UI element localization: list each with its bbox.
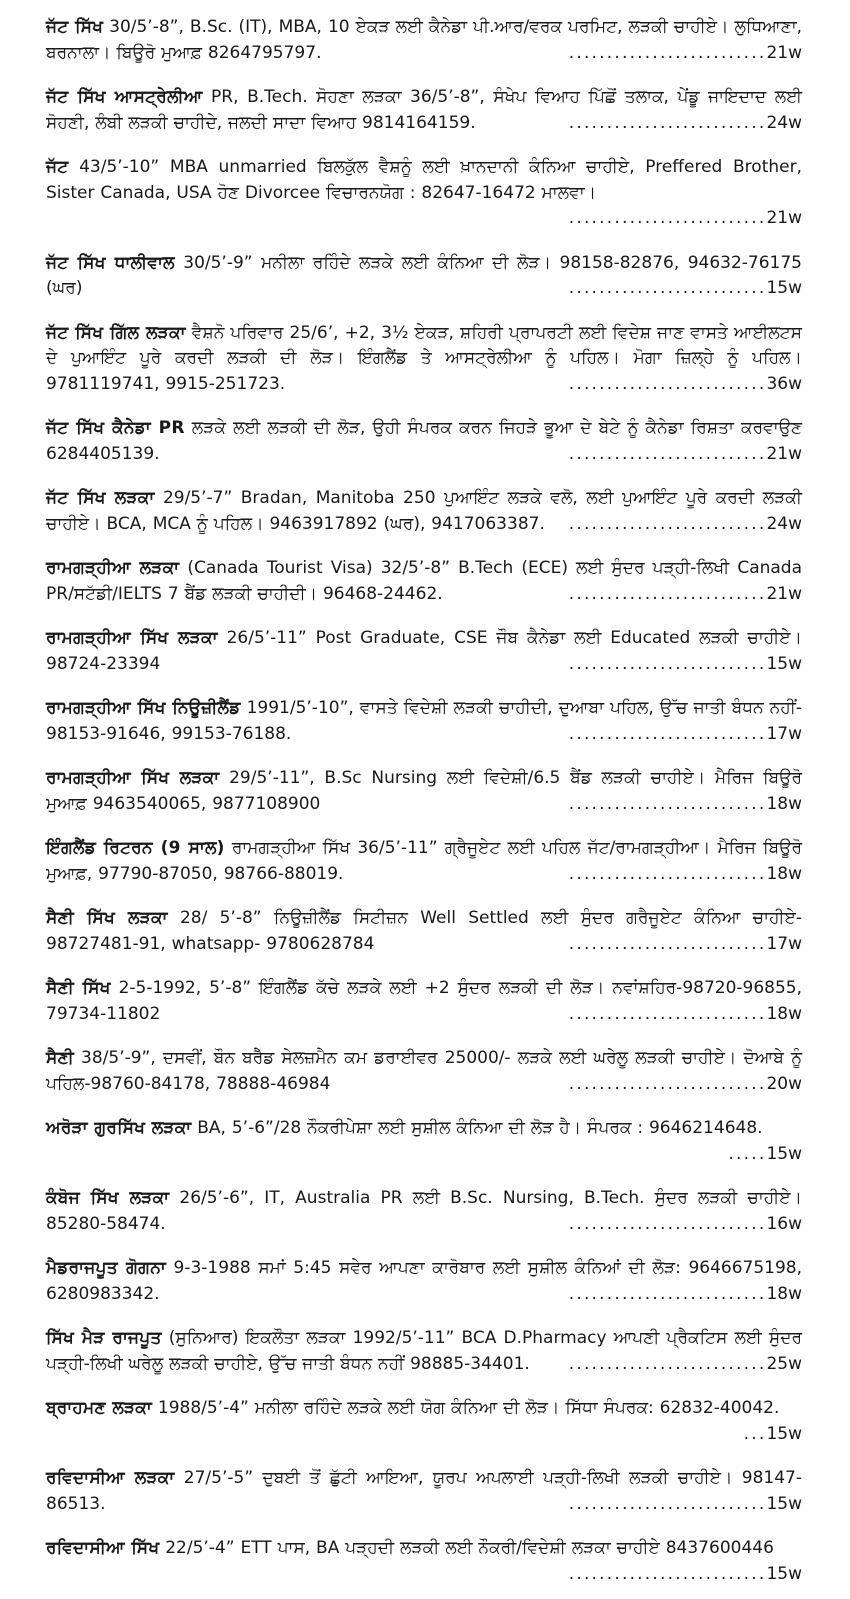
classified-ad [46,1396,802,1447]
word-count-leader [559,512,802,538]
word-count-leader [559,442,802,468]
dot-leader: .......................... [568,208,767,228]
classified-ad [46,1536,802,1587]
word-count: 24w [766,513,802,534]
word-count-leader [559,862,802,888]
word-count: 24w [766,112,802,133]
ad-body-text: 27/5’-5” ਦੁਬਈ ਤੋਂ ਛੁੱਟੀ ਆਇਆ, ਯੂਰਪ ਅਪਲਾਈ ਪੜ੍ਹੀ-ਲਿਖੀ ਲੜਕੀ ਚਾਹੀਏ। 98147-86513. [46,1468,802,1514]
classified-ad [46,1256,802,1307]
word-count: 16w [766,1213,802,1234]
classified-ad [46,155,802,232]
ad-body-text: BA, 5’-6”/28 ਨੌਕਰੀਪੇਸ਼ਾ ਲਈ ਸੁਸ਼ੀਲ ਕੰਨਿਆ ਦੀ ਲੋੜ ਹੈ। ਸੰਪਰਕ : 9646214648. [197,1118,763,1138]
ad-caste-lead: ਇੰਗਲੈਂਡ ਰਿਟਰਨ (9 ਸਾਲ) [46,838,225,858]
dot-leader: .......................... [568,793,767,814]
word-count: 21w [766,443,802,464]
classified-ad [46,976,802,1027]
word-count-leader [559,111,802,137]
dot-leader: .......................... [568,583,767,604]
ad-caste-lead: ਜੱਟ ਸਿੱਖ ਗਿੱਲ ਲੜਕਾ [46,322,186,343]
word-count-leader [559,792,802,818]
ad-caste-lead: ਸੈਣੀ ਸਿੱਖ [46,978,111,998]
word-count-leader [559,722,802,748]
dot-leader: .......................... [568,278,767,298]
word-count-leader [718,1142,802,1168]
word-count-leader [559,1072,802,1098]
ad-body-text: 2-5-1992, 5’-8” ਇੰਗਲੈਂਡ ਕੱਚੇ ਲੜਕੇ ਲਈ +2 ਸੁੰਦਰ ਲੜਕੀ ਦੀ ਲੋੜ। ਨਵਾਂਸ਼ਹਿਰ-98720-96855, 79734-11802 [46,978,803,1024]
ad-body-text: 26/5’-6”, IT, Australia PR ਲਈ B.Sc. Nursing, B.Tech. ਸੁੰਦਰ ਲੜਕੀ ਚਾਹੀਏ। 85280-58474. [46,1188,803,1234]
ad-caste-lead: ਸੈਣੀ [46,1048,74,1068]
classified-ad [46,1326,802,1377]
ad-caste-lead: ਰਵਿਦਾਸੀਆ ਸਿੱਖ [46,1538,160,1558]
classified-ad [46,251,802,302]
ad-body-text: 28/ 5’-8” ਨਿਊਜ਼ੀਲੈਂਡ ਸਿਟੀਜ਼ਨ Well Settled ਲਈ ਸੁੰਦਰ ਗਰੈਜੂਏਟ ਕੰਨਿਆ ਚਾਹੀਏ- 98727481-91, whatsapp- 9780628784 [46,908,802,954]
dot-leader: .......................... [568,373,767,394]
word-count: 18w [766,793,802,814]
word-count: 20w [766,1073,802,1094]
ad-body-text: 22/5’-4” ETT ਪਾਸ, BA ਪੜ੍ਹਦੀ ਲੜਕੀ ਲਈ ਨੌਕਰੀ/ਵਿਦੇਸ਼ੀ ਲੜਕਾ ਚਾਹੀਏ 8437600446 [165,1538,774,1558]
word-count: 18w [766,1003,802,1024]
word-count: 15w [766,1423,802,1444]
ad-caste-lead: ਰਾਮਗੜ੍ਹੀਆ ਸਿੱਖ ਨਿਊਜ਼ੀਲੈਂਡ [46,698,241,718]
dot-leader: .......................... [568,1353,767,1374]
word-count-leader [559,1492,802,1518]
dot-leader: .......................... [568,112,767,133]
word-count: 18w [766,863,802,884]
word-count-leader [559,1212,802,1238]
dot-leader: .......................... [568,1563,767,1584]
ads-column [46,15,802,1587]
ad-caste-lead: ਰਾਮਗੜ੍ਹੀਆ ਲੜਕਾ [46,558,180,578]
dot-leader: .......................... [568,513,767,534]
ad-body-text: 9-3-1988 ਸਮਾਂ 5:45 ਸਵੇਰ ਆਪਣਾ ਕਾਰੋਬਾਰ ਲਈ ਸੁਸ਼ੀਲ ਕੰਨਿਆਂ ਦੀ ਲੋੜ: 9646675198, 6280983342. [46,1258,803,1304]
word-count: 17w [766,933,802,954]
word-count: 18w [766,1283,802,1304]
word-count: 21w [766,583,802,604]
ad-body-text: 1991/5’-10”, ਵਾਸਤੇ ਵਿਦੇਸ਼ੀ ਲੜਕੀ ਚਾਹੀਦੀ, ਦੁਆਬਾ ਪਹਿਲ, ਉੱਚ ਜਾਤੀ ਬੰਧਨ ਨਹੀਂ- 98153-91646, 99153-76188. [46,698,802,744]
word-count-leader [559,276,802,302]
dot-leader: .......................... [568,1073,767,1094]
ad-body-text: (ਸੁਨਿਆਰ) ਇਕਲੌਤਾ ਲੜਕਾ 1992/5’-11” BCA D.Pharmacy ਆਪਣੀ ਪ੍ਰੈਕਟਿਸ ਲਈ ਸੁੰਦਰ ਪੜ੍ਹੀ-ਲਿਖੀ ਘਰੇਲੂ ਲੜਕੀ ਚਾਹੀਏ, ਉੱਚ ਜਾਤੀ ਬੰਧਨ ਨਹੀਂ 98885-34401. [46,1328,803,1374]
dot-leader: .......................... [568,1493,767,1514]
classified-ad [46,321,802,398]
word-count: 15w [766,653,802,674]
ad-body-text: 29/5’-7” Bradan, Manitoba 250 ਪੁਆਇੰਟ ਲੜਕੇ ਵਲੋ, ਲਈ ਪੁਆਇੰਟ ਪੂਰੇ ਕਰਦੀ ਲੜਕੀ ਚਾਹੀਏ। BCA, MCA ਨੂੰ ਪਹਿਲ। 9463917892 (ਘਰ), 9417063387. [46,488,803,534]
word-count-leader [734,1422,802,1448]
dot-leader: .......................... [568,653,767,674]
classified-ad [46,1046,802,1097]
word-count-leader [559,932,802,958]
word-count-leader [559,372,802,398]
dot-leader: .......................... [568,1213,767,1234]
ad-caste-lead: ਬ੍ਰਾਹਮਣ ਲੜਕਾ [46,1398,152,1418]
classified-ad [46,1186,802,1237]
classified-ad [46,15,802,66]
dot-leader: .......................... [568,42,767,63]
word-count: 17w [766,723,802,744]
classified-ad [46,416,802,467]
ad-caste-lead: ਸਿੱਖ ਮੈੜ ਰਾਜਪੂਤ [46,1328,162,1348]
word-count-leader [559,1352,802,1378]
word-count-leader [559,1002,802,1028]
ad-caste-lead: ਕੰਬੋਜ ਸਿੱਖ ਲੜਕਾ [46,1188,170,1208]
dot-leader: .......................... [568,933,767,954]
dot-leader: .......................... [568,723,767,744]
ad-caste-lead: ਜੱਟ ਸਿੱਖ [46,17,104,37]
ad-body-text: 43/5’-10” MBA unmarried ਬਿਲਕੁੱਲ ਵੈਸ਼ਨੂੰ ਲਈ ਖ਼ਾਨਦਾਨੀ ਕੰਨਿਆ ਚਾਹੀਏ, Preffered Brother, Sister Canada, USA ਹੋਣ Divorcee ਵਿਚਾਰਨਯੋਗ : 82647-16472 ਮਾਲਵਾ। [46,157,802,203]
ad-caste-lead: ਜੱਟ [46,157,69,177]
word-count-leader [559,652,802,678]
ad-body-text: PR, B.Tech. ਸੋਹਣਾ ਲੜਕਾ 36/5’-8”, ਸੰਖੇਪ ਵਿਆਹ ਪਿੱਛੋਂ ਤਲਾਕ, ਪੇਂਡੂ ਜਾਇਦਾਦ ਲਈ ਸੋਹਣੀ, ਲੰਬੀ ਲੜਕੀ ਚਾਹੀਦੇ, ਜਲਦੀ ਸਾਦਾ ਵਿਆਹ 9814164159. [46,87,803,133]
classified-ad [46,836,802,887]
ad-body-text: (Canada Tourist Visa) 32/5’-8” B.Tech (ECE) ਲਈ ਸੁੰਦਰ ਪੜ੍ਹੀ-ਲਿਖੀ Canada PR/ਸਟੱਡੀ/IELTS 7 ਬੈਂਡ ਲੜਕੀ ਚਾਹੀਦੀ। 96468-24462. [46,558,803,604]
word-count: 21w [766,208,802,228]
classified-ad [46,1466,802,1517]
word-count: 21w [766,42,802,63]
word-count-leader [559,206,802,232]
word-count: 25w [766,1353,802,1374]
word-count: 15w [766,278,802,298]
ad-caste-lead: ਰਾਮਗੜ੍ਹੀਆ ਸਿੱਖ ਲੜਕਾ [46,628,218,648]
ad-caste-lead: ਮੈਡਰਾਜਪੂਤ ਗੋਗਨਾ [46,1258,166,1278]
ad-caste-lead: ਸੈਣੀ ਸਿੱਖ ਲੜਕਾ [46,908,168,928]
ad-caste-lead: ਰਾਮਗੜ੍ਹੀਆ ਸਿੱਖ ਲੜਕਾ [46,768,220,788]
ad-caste-lead: ਅਰੋੜਾ ਗੁਰਸਿੱਖ ਲੜਕਾ [46,1118,192,1138]
word-count-leader [559,1562,802,1588]
ad-body-text: ਵੈਸ਼ਨੋ ਪਰਿਵਾਰ 25/6’, +2, 3½ ਏਕੜ, ਸ਼ਹਿਰੀ ਪ੍ਰਾਪਰਟੀ ਲਈ ਵਿਦੇਸ਼ ਜਾਣ ਵਾਸਤੇ ਆਈਲਟਸ ਦੇ ਪੁਆਇੰਟ ਪੂਰੇ ਕਰਦੀ ਲੜਕੀ ਦੀ ਲੋੜ। ਇੰਗਲੈਂਡ ਤੇ ਆਸਟ੍ਰੇਲੀਆ ਨੂੰ ਪਹਿਲ। ਮੋਗਾ ਜ਼ਿਲ੍ਹੇ ਨੂੰ ਪਹਿਲ। 9781119741, 9915-251723. [46,322,803,394]
ad-body-text: 30/5’-8”, B.Sc. (IT), MBA, 10 ਏਕੜ ਲਈ ਕੈਨੇਡਾ ਪੀ.ਆਰ/ਵਰਕ ਪਰਮਿਟ, ਲੜਕੀ ਚਾਹੀਏ। ਲੁਧਿਆਣਾ, ਬਰਨਾਲਾ। ਬਿਊਰੋ ਮੁਆਫ਼ 8264795797. [46,17,803,63]
ad-body-text: 1988/5’-4” ਮਨੀਲਾ ਰਹਿੰਦੇ ਲੜਕੇ ਲਈ ਯੋਗ ਕੰਨਿਆ ਦੀ ਲੋੜ। ਸਿੱਧਾ ਸੰਪਰਕ: 62832-40042. [157,1398,780,1418]
ad-caste-lead: ਜੱਟ ਸਿੱਖ ਲੜਕਾ [46,488,155,508]
ad-caste-lead: ਰਵਿਦਾਸੀਆ ਲੜਕਾ [46,1468,175,1488]
classified-ad [46,85,802,136]
word-count-leader [559,582,802,608]
word-count: 15w [766,1493,802,1514]
classified-ad [46,906,802,957]
dot-leader: ... [743,1423,767,1444]
classified-ad [46,696,802,747]
ad-body-text: 29/5’-11”, B.Sc Nursing ਲਈ ਵਿਦੇਸ਼ੀ/6.5 ਬੈਂਡ ਲੜਕੀ ਚਾਹੀਏ। ਮੈਰਿਜ ਬਿਊਰੋ ਮੁਆਫ਼ 9463540065, 9877108900 [46,768,802,814]
ad-body-text: 26/5’-11” Post Graduate, CSE ਜੌਬ ਕੈਨੇਡਾ ਲਈ Educated ਲੜਕੀ ਚਾਹੀਏ। 98724-23394 [46,628,803,674]
ad-caste-lead: ਜੱਟ ਸਿੱਖ ਆਸਟ੍ਰੇਲੀਆ [46,87,203,107]
classified-ad [46,1116,802,1167]
word-count: 15w [766,1143,802,1164]
word-count: 36w [766,373,802,394]
ad-body-text: ਰਾਮਗੜ੍ਹੀਆ ਸਿੱਖ 36/5’-11” ਗ੍ਰੈਜੂਏਟ ਲਈ ਪਹਿਲ ਜੱਟ/ਰਾਮਗੜ੍ਹੀਆ। ਮੈਰਿਜ ਬਿਊਰੋ ਮੁਆਫ਼, 97790-87050, 98766-88019. [46,838,802,884]
ad-body-text: 30/5’-9” ਮਨੀਲਾ ਰਹਿੰਦੇ ਲੜਕੇ ਲਈ ਕੰਨਿਆ ਦੀ ਲੋੜ। 98158-82876, 94632-76175 (ਘਰ) [46,252,803,298]
classified-ad [46,556,802,607]
dot-leader: .......................... [568,443,767,464]
ad-caste-lead: ਜੱਟ ਸਿੱਖ ਕੈਨੇਡਾ PR [46,418,185,438]
dot-leader: .......................... [568,1283,767,1304]
ad-body-text: ਲੜਕੇ ਲਈ ਲੜਕੀ ਦੀ ਲੋੜ, ਉਹੀ ਸੰਪਰਕ ਕਰਨ ਜਿਹੜੇ ਭੂਆ ਦੇ ਬੇਟੇ ਨੂੰ ਕੈਨੇਡਾ ਰਿਸ਼ਤਾ ਕਰਵਾਉਣ 6284405139. [46,418,802,464]
ad-caste-lead: ਜੱਟ ਸਿੱਖ ਧਾਲੀਵਾਲ [46,252,175,273]
word-count-leader [559,1282,802,1308]
classified-ad [46,766,802,817]
dot-leader: .......................... [568,863,767,884]
ad-body-text: 38/5’-9”, ਦਸਵੀਂ, ਬੌਨ ਬਰੈੱਡ ਸੇਲਜ਼ਮੈਨ ਕਮ ਡਰਾਈਵਰ 25000/- ਲੜਕੇ ਲਈ ਘਰੇਲੂ ਲੜਕੀ ਚਾਹੀਏ। ਦੋਆਬੇ ਨੂੰ ਪਹਿਲ-98760-84178, 78888-46984 [46,1048,802,1094]
classified-ad [46,486,802,537]
word-count-leader [559,41,802,67]
classified-ad [46,626,802,677]
word-count: 15w [766,1563,802,1584]
dot-leader: .......................... [568,1003,767,1024]
dot-leader: ..... [728,1143,767,1164]
